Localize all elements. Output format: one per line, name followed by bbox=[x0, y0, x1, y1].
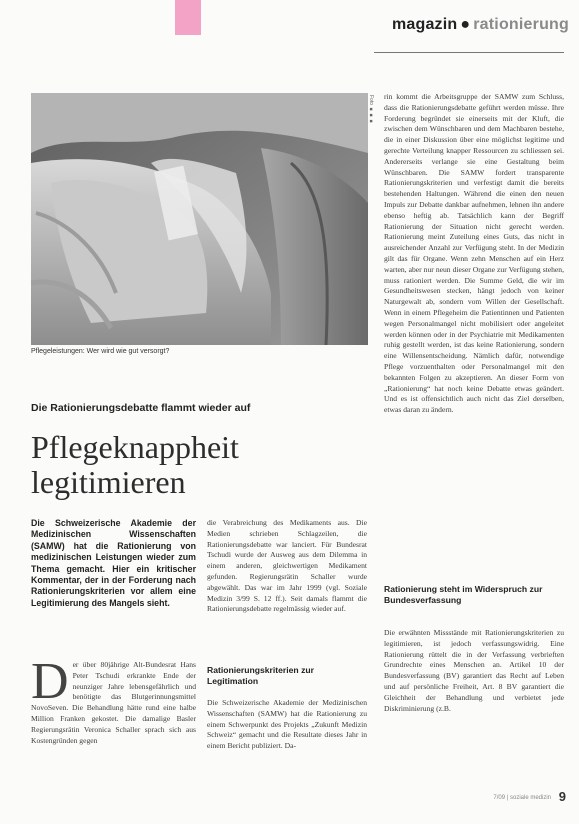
column-1-body bbox=[31, 653, 196, 746]
bullet-icon: ● bbox=[460, 16, 471, 33]
column-2-text-b: Die Schweizerische Akademie der Medizinischen Wissenschaften (SAMW) hat die Rationierung zu einem Schwerpunkt des Projekts „Zukunft Medizin Schweiz“ gemacht und die Resultate dieses Jahr in einem Bericht publiziert. Da- bbox=[207, 698, 367, 751]
column-3-text-b: Die erwähnten Missstände mit Rationierungskriterien zu legitimieren, ist jedoch verfassungswidrig. Eine Rationierung rüttelt die in der Verfassung verbrieften Grundrechte eines Menschen an. Artikel 10 der Bundesverfassung (BV) garantiert das Recht auf Leben und auf persönliche Freiheit, Art. 8 BV garantiert die Gleichheit der Behandlung und verbietet jede Diskriminierung (z.B. bbox=[384, 628, 564, 713]
column-3-text-a: rin kommt die Arbeitsgruppe der SAMW zum Schluss, dass die Rationierungsdebatte geführt werden müsse. Ihre Forderung begründet sie einerseits mit der Kluft, die zwischen dem Wünschbaren und dem Machbaren bestehe, die in einer Diskussion über eine möglichst legitime und gerechte Verteilung knapper Ressourcen zu schliessen sei. Andererseits verlange sie eine Gestaltung beim Wünschbaren. Die SAMW fordert transparente Rationierungskriterien und verfestigt damit die bereits bestehenden Haltungen. Während die einen den neuen Impuls zur Debatte dankbar aufnehmen, lehnen ihn andere ebenso heftig ab. Tatsächlich kann der Begriff Rationierung der Situation nicht gerecht werden. Rationierung meint Zuteilung eines Guts, das nicht in ausreichender Anzahl zur Verfügung steht. In der Medizin gilt das für Organe. Wenn zehn Menschen auf ein Herz warten, aber nur neun dieser Organe zur Verfügung stehen, muss rationiert werden. Die Summe Geld, die wir im Gesundheitswesen stecken, hängt jedoch von keiner Naturgewalt ab, sondern vom Willen der Gesellschaft. Wenn in einem Pflegeheim die Patientinnen und Patienten wegen Personalmangel nicht mobilisiert oder angeleitet werden können oder in der Psychiatrie mit Medikamenten ruhig gestellt werden, ist das keine Rationierung, sondern eine Willensentscheidung. Nämlich dafür, notwendige Pflege vorzuenthalten oder Personalmangel mit den bekannten Folgen zu akzeptieren. An dieser Form von „Rationierung“ hat noch keine Debatte etwas geändert. Und es ist offensichtlich auch nicht das Ziel derselben, etwas daran zu ändern. bbox=[384, 92, 564, 415]
section-header bbox=[392, 16, 569, 34]
article-photo bbox=[31, 93, 368, 345]
column-1-text: er über 80jährige Alt-Bundesrat Hans Peter Tschudi erkrankte Ende der neunziger Jahre lebensgefährlich und benötigte das Blutgerinnungsmittel NovoSeven. Die Behandlung hätte rund eine halbe Million Franken gekostet. Die damalige Basler Regierungsrätin Veronica Schaller sprach sich aus Kostengründen gegen bbox=[31, 660, 196, 745]
article-lead: Die Schweizerische Akademie der Medizinischen Wissenschaften (SAMW) hat die Rationierung von medizinischen Leistungen wieder zum Thema gemacht. Hier ein kritischer Kommentar, der in der Forderung nach Rationierungskriterien vor allem eine Legitimierung des Mangels sieht. bbox=[31, 518, 196, 608]
column-3-top bbox=[384, 92, 564, 416]
color-tab-marker bbox=[175, 0, 201, 35]
article-kicker: Die Rationierungsdebatte flammt wieder auf bbox=[31, 402, 251, 414]
subheading-bundesverfassung: Rationierung steht im Widerspruch zur Bundesverfassung bbox=[384, 584, 543, 605]
header-rule bbox=[374, 52, 564, 53]
subheading-legitimation: Rationierungskriterien zur Legitimation bbox=[207, 665, 314, 686]
column-2-text-a: die Verabreichung des Medikaments aus. Die Medien schrieben Schlagzeilen, die Rationierungsdebatte war lanciert. Für Bundesrat Tschudi wurde der Ausweg aus dem Dilemma in einem anderen, gleichwertigen Medikament gefunden. Regierungsrätin Schaller wurde abgewählt. Das war im Jahr 1999 (vgl. Soziale Medizin 3/99 S. 12 ff.). Seit damals flammt die Rationierungsdebatte regelmässig wieder auf. bbox=[207, 518, 367, 614]
column-2-bottom bbox=[207, 698, 367, 752]
footer-publication: 7/09 | soziale medizin bbox=[493, 795, 551, 801]
photo-caption: Pflegeleistungen: Wer wird wie gut versorgt? bbox=[31, 348, 170, 355]
photo-credit: Foto ■■■ bbox=[368, 95, 374, 125]
hand-photo-illustration bbox=[31, 93, 368, 345]
drop-cap: D bbox=[31, 653, 69, 710]
column-3-bottom bbox=[384, 628, 564, 714]
section-label: magazin bbox=[391, 16, 458, 33]
column-2-top bbox=[207, 518, 367, 615]
page-number: 9 bbox=[558, 789, 566, 804]
topic-label: rationierung bbox=[473, 16, 569, 33]
article-title: Pflegeknappheit legitimieren bbox=[31, 429, 239, 500]
